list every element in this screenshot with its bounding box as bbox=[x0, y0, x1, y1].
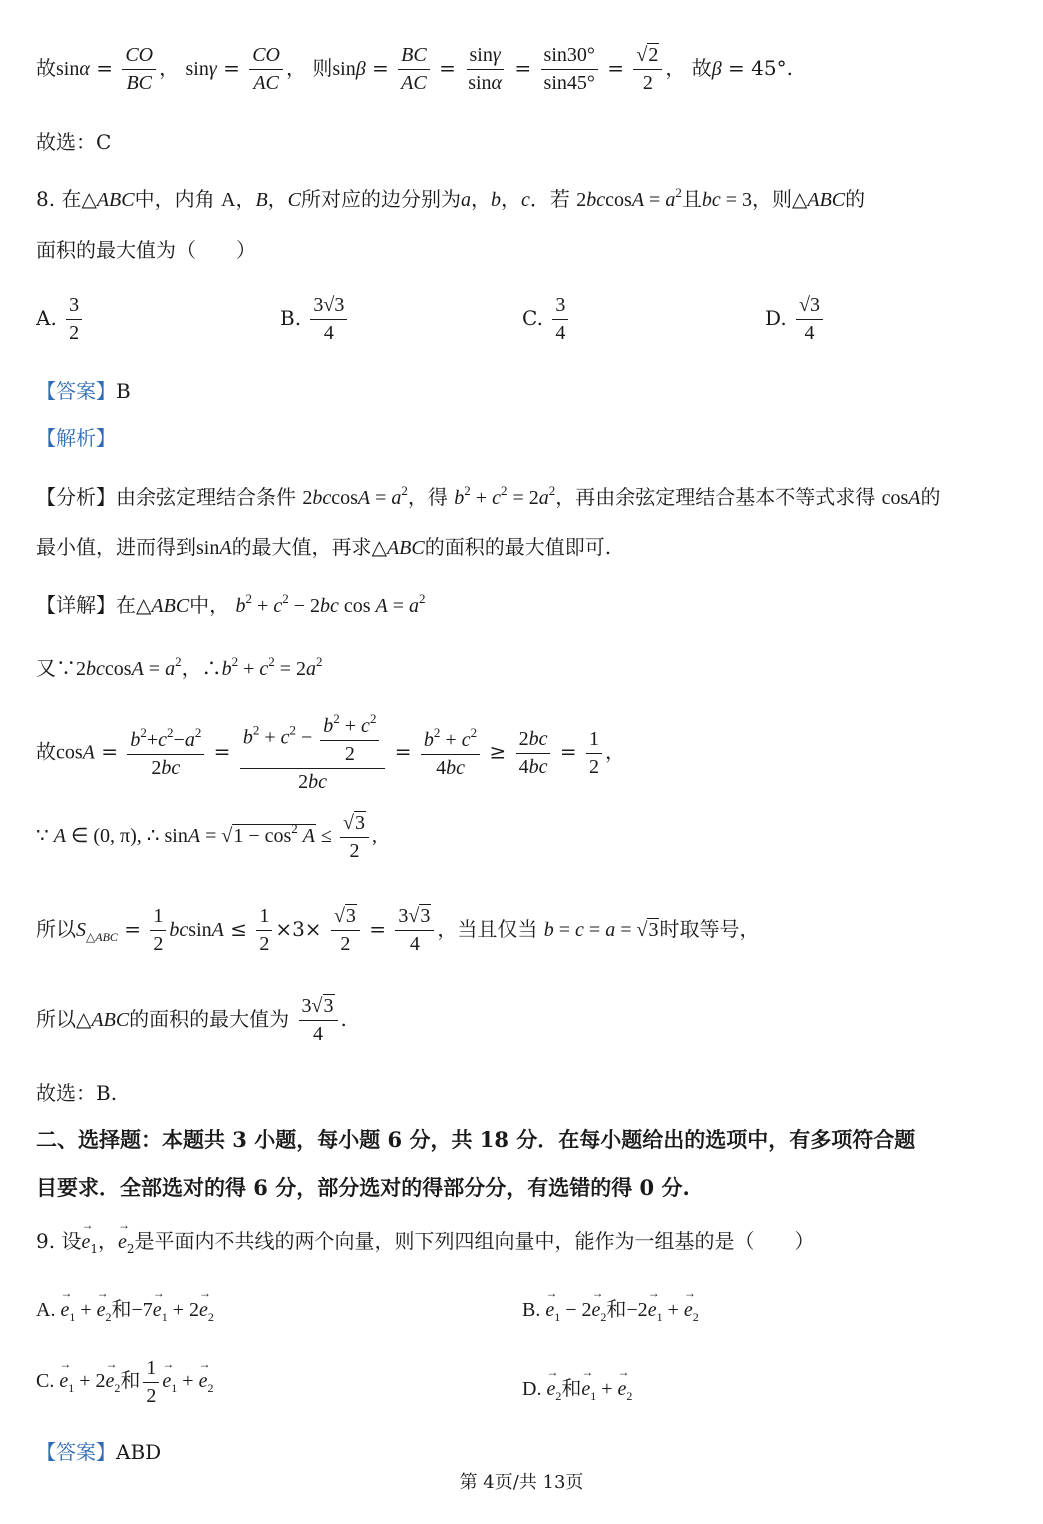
q8-detail-line1: 【详解】在△ABC中， $b^2 + c^2 - 2bc$ $\cos A = a^2$ bbox=[36, 591, 426, 617]
text: 的 bbox=[845, 187, 866, 211]
fraction: $\frac{3}{2}$ bbox=[66, 294, 82, 345]
text-gu2: 故 bbox=[691, 56, 712, 80]
fraction: $\frac{b^2+c^2-a^2}{2bc}$ bbox=[127, 726, 204, 780]
fraction: $\frac{3√3}{4}$ bbox=[310, 294, 347, 345]
q9-option-d: D. → $e_2$和→ $e_1$ + → $e_2$ bbox=[522, 1372, 632, 1404]
q8-fenxi-line2: 最小值，进而得到sinA的最大值，再求△ABC的面积的最大值即可. bbox=[36, 535, 612, 559]
text: 的面积的最大值为 bbox=[129, 1007, 290, 1031]
text: 所以 bbox=[36, 1007, 76, 1031]
text: 若 bbox=[549, 187, 570, 211]
fenxi-tag: 【分析】 bbox=[36, 485, 116, 509]
fraction: $\frac{1}{2}$ bbox=[150, 905, 166, 956]
q8-fenxi-line1: 【分析】由余弦定理结合条件 $2bccosA = a^2$，得 $b^2 + c^2 = 2a^2$，再由余弦定理结合基本不等式求得 cosA的 bbox=[36, 483, 941, 509]
detail-tag: 【详解】 bbox=[36, 593, 116, 617]
q8-option-b bbox=[280, 294, 350, 345]
option-label: B. bbox=[522, 1299, 541, 1321]
fraction: $\frac{√2}{2}$ bbox=[633, 44, 662, 95]
option-label: D. bbox=[765, 306, 787, 330]
text: 和 bbox=[120, 1370, 141, 1393]
option-label: A. bbox=[36, 1299, 56, 1321]
fraction: $\frac{3√3}{4}$ bbox=[395, 905, 434, 956]
answer-tag: 【答案】 bbox=[36, 379, 116, 403]
option-label: D. bbox=[522, 1378, 542, 1400]
text: ，当且仅当 bbox=[437, 917, 538, 941]
page-footer: 第 4页/共 13页 bbox=[459, 1472, 584, 1493]
q9-answer bbox=[36, 1442, 161, 1462]
section2-line1: 二、选择题：本题共 3 小题，每小题 6 分，共 18 分．在每小题给出的选项中，有多项符合题 bbox=[36, 1127, 916, 1152]
fraction: $\frac{1}{2}$ bbox=[256, 905, 272, 956]
text: 故 bbox=[36, 739, 56, 764]
answer-value: ABD bbox=[116, 1440, 162, 1464]
question-number: 8. bbox=[36, 187, 56, 211]
text: 和 bbox=[561, 1378, 582, 1400]
q9-option-a: A. → $e_1$ + → $e_2$和$-7\to e_1 + 2\to e_2$ bbox=[36, 1293, 214, 1325]
q8-stem-line1: 8. 在△ABC中，内角 A，B，C所对应的边分别为a，b，c．若 $2bccosA = a^2$且bc = 3，则△ABC的 bbox=[36, 185, 866, 211]
option-label: B. bbox=[280, 306, 302, 330]
text: 中，内角 bbox=[134, 187, 215, 211]
q8-analysis-tag: 【解析】 bbox=[36, 426, 116, 450]
fraction: $\frac{b^2 + c^2}{4bc}$ bbox=[421, 726, 480, 780]
q8-detail-area-line: 所以$S_{\triangle ABC}$ = $\frac{1}{2}$ bcsinA ≤ $\frac{1}{2}$ ×3× $\frac{√3}{2}$ = $\frac{3√3}{4}$ ，当且仅当 b = c = a = √3时取等号， bbox=[36, 905, 760, 955]
fraction: $\frac{2bc}{4bc}$ bbox=[516, 728, 551, 779]
fraction: $\frac{√3}{2}$ bbox=[340, 812, 369, 863]
text: 又∵ bbox=[36, 656, 76, 680]
text: 设 bbox=[61, 1229, 82, 1253]
option-label: C. bbox=[522, 306, 543, 330]
q8-option-a bbox=[36, 294, 85, 345]
text: 在 bbox=[116, 593, 136, 617]
answer-value: B bbox=[116, 379, 131, 403]
fraction: $\frac{3√3}{4}$ bbox=[299, 995, 338, 1046]
text-ze: 则 bbox=[312, 56, 333, 80]
option-label: A. bbox=[36, 306, 57, 330]
fraction: $\frac{√3}{4}$ bbox=[796, 294, 823, 345]
fraction: $\frac{1}{2}$ bbox=[586, 728, 602, 779]
fraction: $\frac{BC}{AC}$ bbox=[398, 44, 430, 95]
text: 且 bbox=[681, 187, 702, 211]
text: 时取等号， bbox=[659, 917, 760, 941]
text: 的 bbox=[920, 485, 941, 509]
text: ，则 bbox=[751, 187, 792, 211]
text: 在 bbox=[61, 187, 82, 211]
q8-answer bbox=[36, 381, 131, 401]
q8-final-line: 所以△ABC的面积的最大值为 $\frac{3√3}{4}$ . bbox=[36, 995, 347, 1045]
q8-option-d bbox=[765, 294, 826, 345]
text: 和 bbox=[111, 1299, 132, 1321]
text: 是平面内不共线的两个向量，则下列四组向量中，能作为一组基的是（ ） bbox=[134, 1229, 815, 1253]
question-number: 9. bbox=[36, 1229, 56, 1253]
text: 的面积的最大值即可. bbox=[424, 535, 612, 559]
q9-option-c: C. → $e_1 + 2\to e_2$和 $\frac{1}{2}$ → $e_1$ + → $e_2$ bbox=[36, 1357, 213, 1408]
fraction: $b^2 + c^2$ − $\frac{b^2 + c^2}{2}$ 2bc bbox=[240, 712, 386, 794]
text: ，再由余弦定理结合基本不等式求得 bbox=[555, 485, 876, 509]
text-gu: 故 bbox=[36, 56, 56, 80]
fraction: $\frac{CO}{AC}$ bbox=[249, 44, 283, 95]
text: 由余弦定理结合条件 bbox=[116, 485, 296, 509]
text: 和 bbox=[606, 1299, 627, 1321]
fraction: $\frac{\sin\gamma}{\sin\alpha}$ bbox=[468, 44, 503, 94]
option-label: C. bbox=[36, 1370, 55, 1393]
q9-option-b: B. → $e_1 - 2\to e_2$和$-2\to e_1$ + → $e_2$ bbox=[522, 1293, 699, 1325]
q8-detail-sin-line: ∵ A ∈ (0, π), ∴ $\sin A = √1 - \cos^2 A$ ≤ $\frac{√3}{2}$ , bbox=[36, 812, 377, 862]
text: 中， bbox=[189, 593, 230, 617]
q8-detail-line2: 又∵2bccosA = $a^2$，$\therefore b^2 + c^2 = 2a^2$ bbox=[36, 654, 323, 680]
text: ，∴ bbox=[181, 656, 222, 680]
answer-tag: 【答案】 bbox=[36, 1440, 116, 1464]
q9-stem: 9. 设→ $e_1$，→ $e_2$是平面内不共线的两个向量，则下列四组向量中，能作为一组基的是（ ） bbox=[36, 1231, 815, 1255]
text: 的最大值，再求 bbox=[231, 535, 372, 559]
fraction: $\frac{CO}{BC}$ bbox=[122, 44, 156, 95]
q7-choice: 故选：C bbox=[36, 130, 112, 154]
q8-stem-line2: 面积的最大值为（ ） bbox=[36, 238, 256, 262]
fraction: $\frac{1}{2}$ bbox=[143, 1357, 159, 1408]
fraction: $\frac{√3}{2}$ bbox=[331, 905, 360, 956]
q8-choice: 故选：B. bbox=[36, 1081, 118, 1105]
text: ，得 bbox=[407, 485, 448, 509]
fraction: $\frac{3}{4}$ bbox=[552, 294, 568, 345]
q8-detail-cos-line: 故cosA = $\frac{b^2+c^2-a^2}{2bc}$ = $b^2 + c^2$ − $\frac{b^2 + c^2}{2}$ 2bc = $\frac{b^2 + c^2}{4bc}$ ≥ $\frac{2bc}{4bc}$ = $\frac{1}{2}$ ， bbox=[36, 711, 625, 793]
text: 最小值，进而得到 bbox=[36, 535, 196, 559]
q7-conclusion-line: 故sinα = $\frac{CO}{BC}$ ， sinγ = $\frac{CO}{AC}$ ， 则sinβ = $\frac{BC}{AC}$ = $\frac{\sin\gamma}{\sin\alpha}$ = $\frac{\sin 30^\circ}{\sin 45^\circ}$ = $\frac{√2}{2}$ ， 故β = 45°. bbox=[36, 44, 793, 94]
fraction: $\frac{\sin 30^\circ}{\sin 45^\circ}$ bbox=[541, 44, 598, 95]
text: 所对应的边分别为 bbox=[301, 187, 461, 211]
section2-line2: 目要求．全部选对的得 6 分，部分选对的得部分分，有选错的得 0 分. bbox=[36, 1175, 690, 1200]
text: 所以 bbox=[36, 917, 76, 941]
q8-option-c bbox=[522, 294, 571, 345]
